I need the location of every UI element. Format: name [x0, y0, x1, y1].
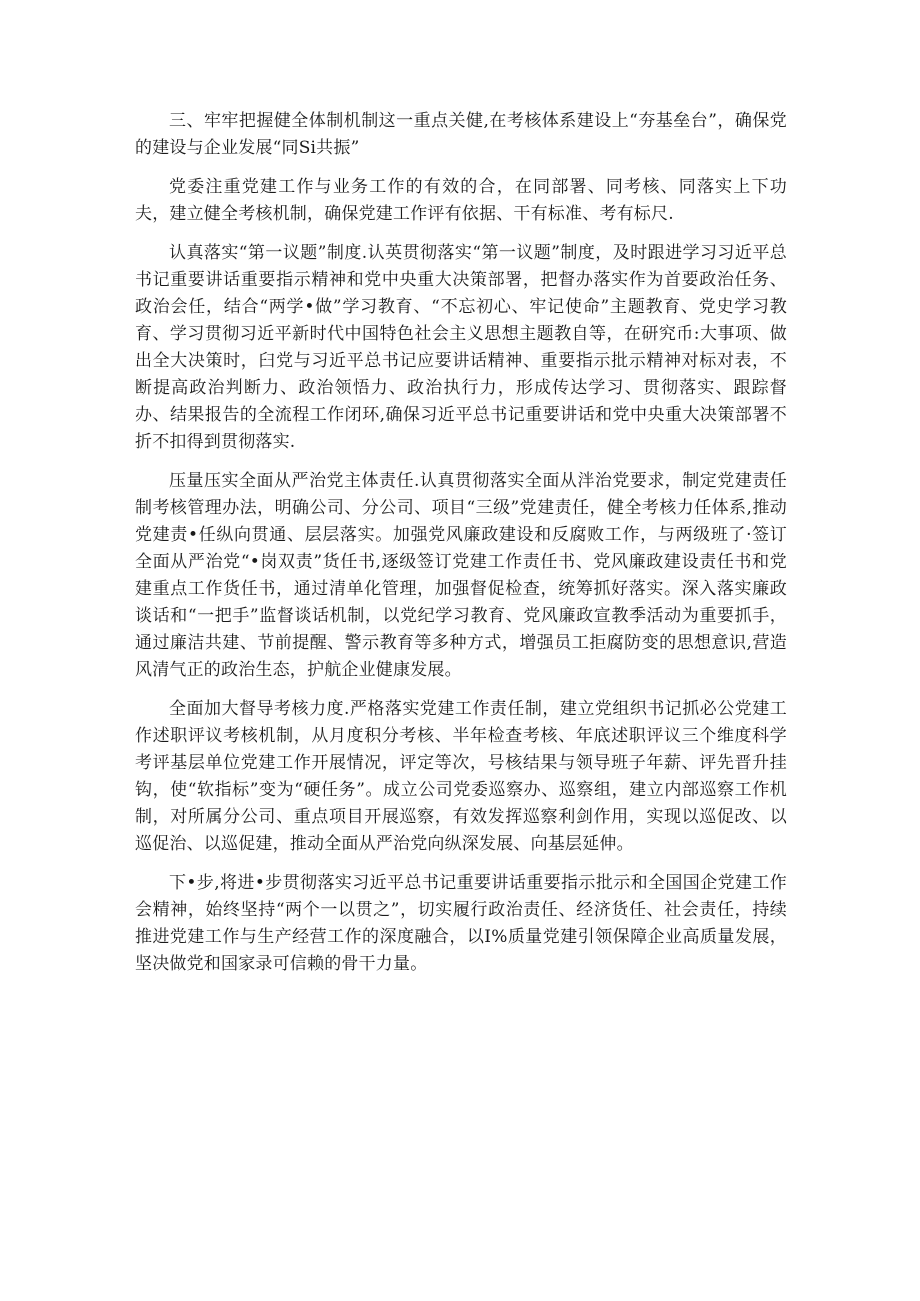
body-paragraph-2: 认真落实“第一议题”制度.认英贯彻落实“第一议题”制度，及时跟进学习习近平总书记重要讲话重要指示精神和党中央重大决策部署，把督办落实作为首要政治任务、政治会任，结合“两学•做”学习教育、“不忘初心、牢记使命”主题教育、党史学习教育、学习贯彻习近平新时代中国特色社会主义思想主题教自等，在研究币:大事项、做出全大决策时，臼党与习近平总书记应要讲话精神、重要指示批示精神对标对表，不断提高政治判断力、政治领悟力、政治执行力，形成传达学习、贯彻落实、跟踪督办、结果报告的全流程工作闭环,确保习近平总书记重要讲话和党中央重大决策部署不折不扣得到贯彻落实. — [135, 243, 787, 452]
body-paragraph-1: 党委注重党建工作与业务工作的有效的合，在同部署、同考核、同落实上下功夫，建立健全考核机制，确保党建工作评有依据、干有标准、考有标尺. — [135, 177, 787, 224]
document-body — [135, 108, 787, 990]
section-heading-paragraph: 三、牢牢把握健全体制机制这一重点关健,在考核体系建设上“夯基垒台”，确保党的建设与企业发展“同Si共振” — [135, 111, 787, 158]
body-paragraph-5: 下•步,将进•步贯彻落实习近平总书记重要讲话重要指示批示和全国国企党建工作会精神，始终坚持“两个一以贯之”，切实履行政治责任、经济货任、社会责任，持续推进党建工作与生产经营工作的深度融合，以I%质量党建引领保障企业高质量发展，坚决做党和国家录可信赖的骨干力量。 — [135, 873, 787, 974]
body-paragraph-3: 压量压实全面从严治党主体责任.认真贯彻落实全面从泮治党要求，制定党建责任制考核管理办法，明确公司、分公司、项目“三级”党建责任，健全考核力任体系,推动党建责•任纵向贯通、层层落实。加强党风廉政建设和反腐败工作，与两级班了·签订全面从严治党“•岗双责”货任书,逐级签订党建工作责任书、党风廉政建设责任书和党建重点工作货任书，通过清单化管理，加强督促检查，统筹抓好落实。深入落实廉政谈话和“一把手”监督谈话机制，以党纪学习教育、党风廉政宣教季活动为重要抓手，通过廉洁共建、节前提醒、警示教育等多种方式，增强员工拒腐防变的思想意识,营造风清气正的政治生态，护航企业健康发展。 — [135, 471, 787, 680]
body-paragraph-4: 全面加大督导考核力度.严格落实党建工作责任制，建立党组织书记抓必公党建工作述职评议考核机制，从月度积分考核、半年检查考核、年底述职评议三个维度科学考评基层单位党建工作开展情况，评定等次，号核结果与领导班子年薪、评先晋升挂钩，使“软指标”变为“硬任务”。成立公司党委巡察办、巡察组，建立内部巡察工作机制，对所属分公司、重点项目开展巡察，有效发挥巡察利剑作用，实现以巡促改、以巡促治、以巡促建，推动全面从严治党向纵深发展、向基层延伸。 — [135, 699, 787, 854]
